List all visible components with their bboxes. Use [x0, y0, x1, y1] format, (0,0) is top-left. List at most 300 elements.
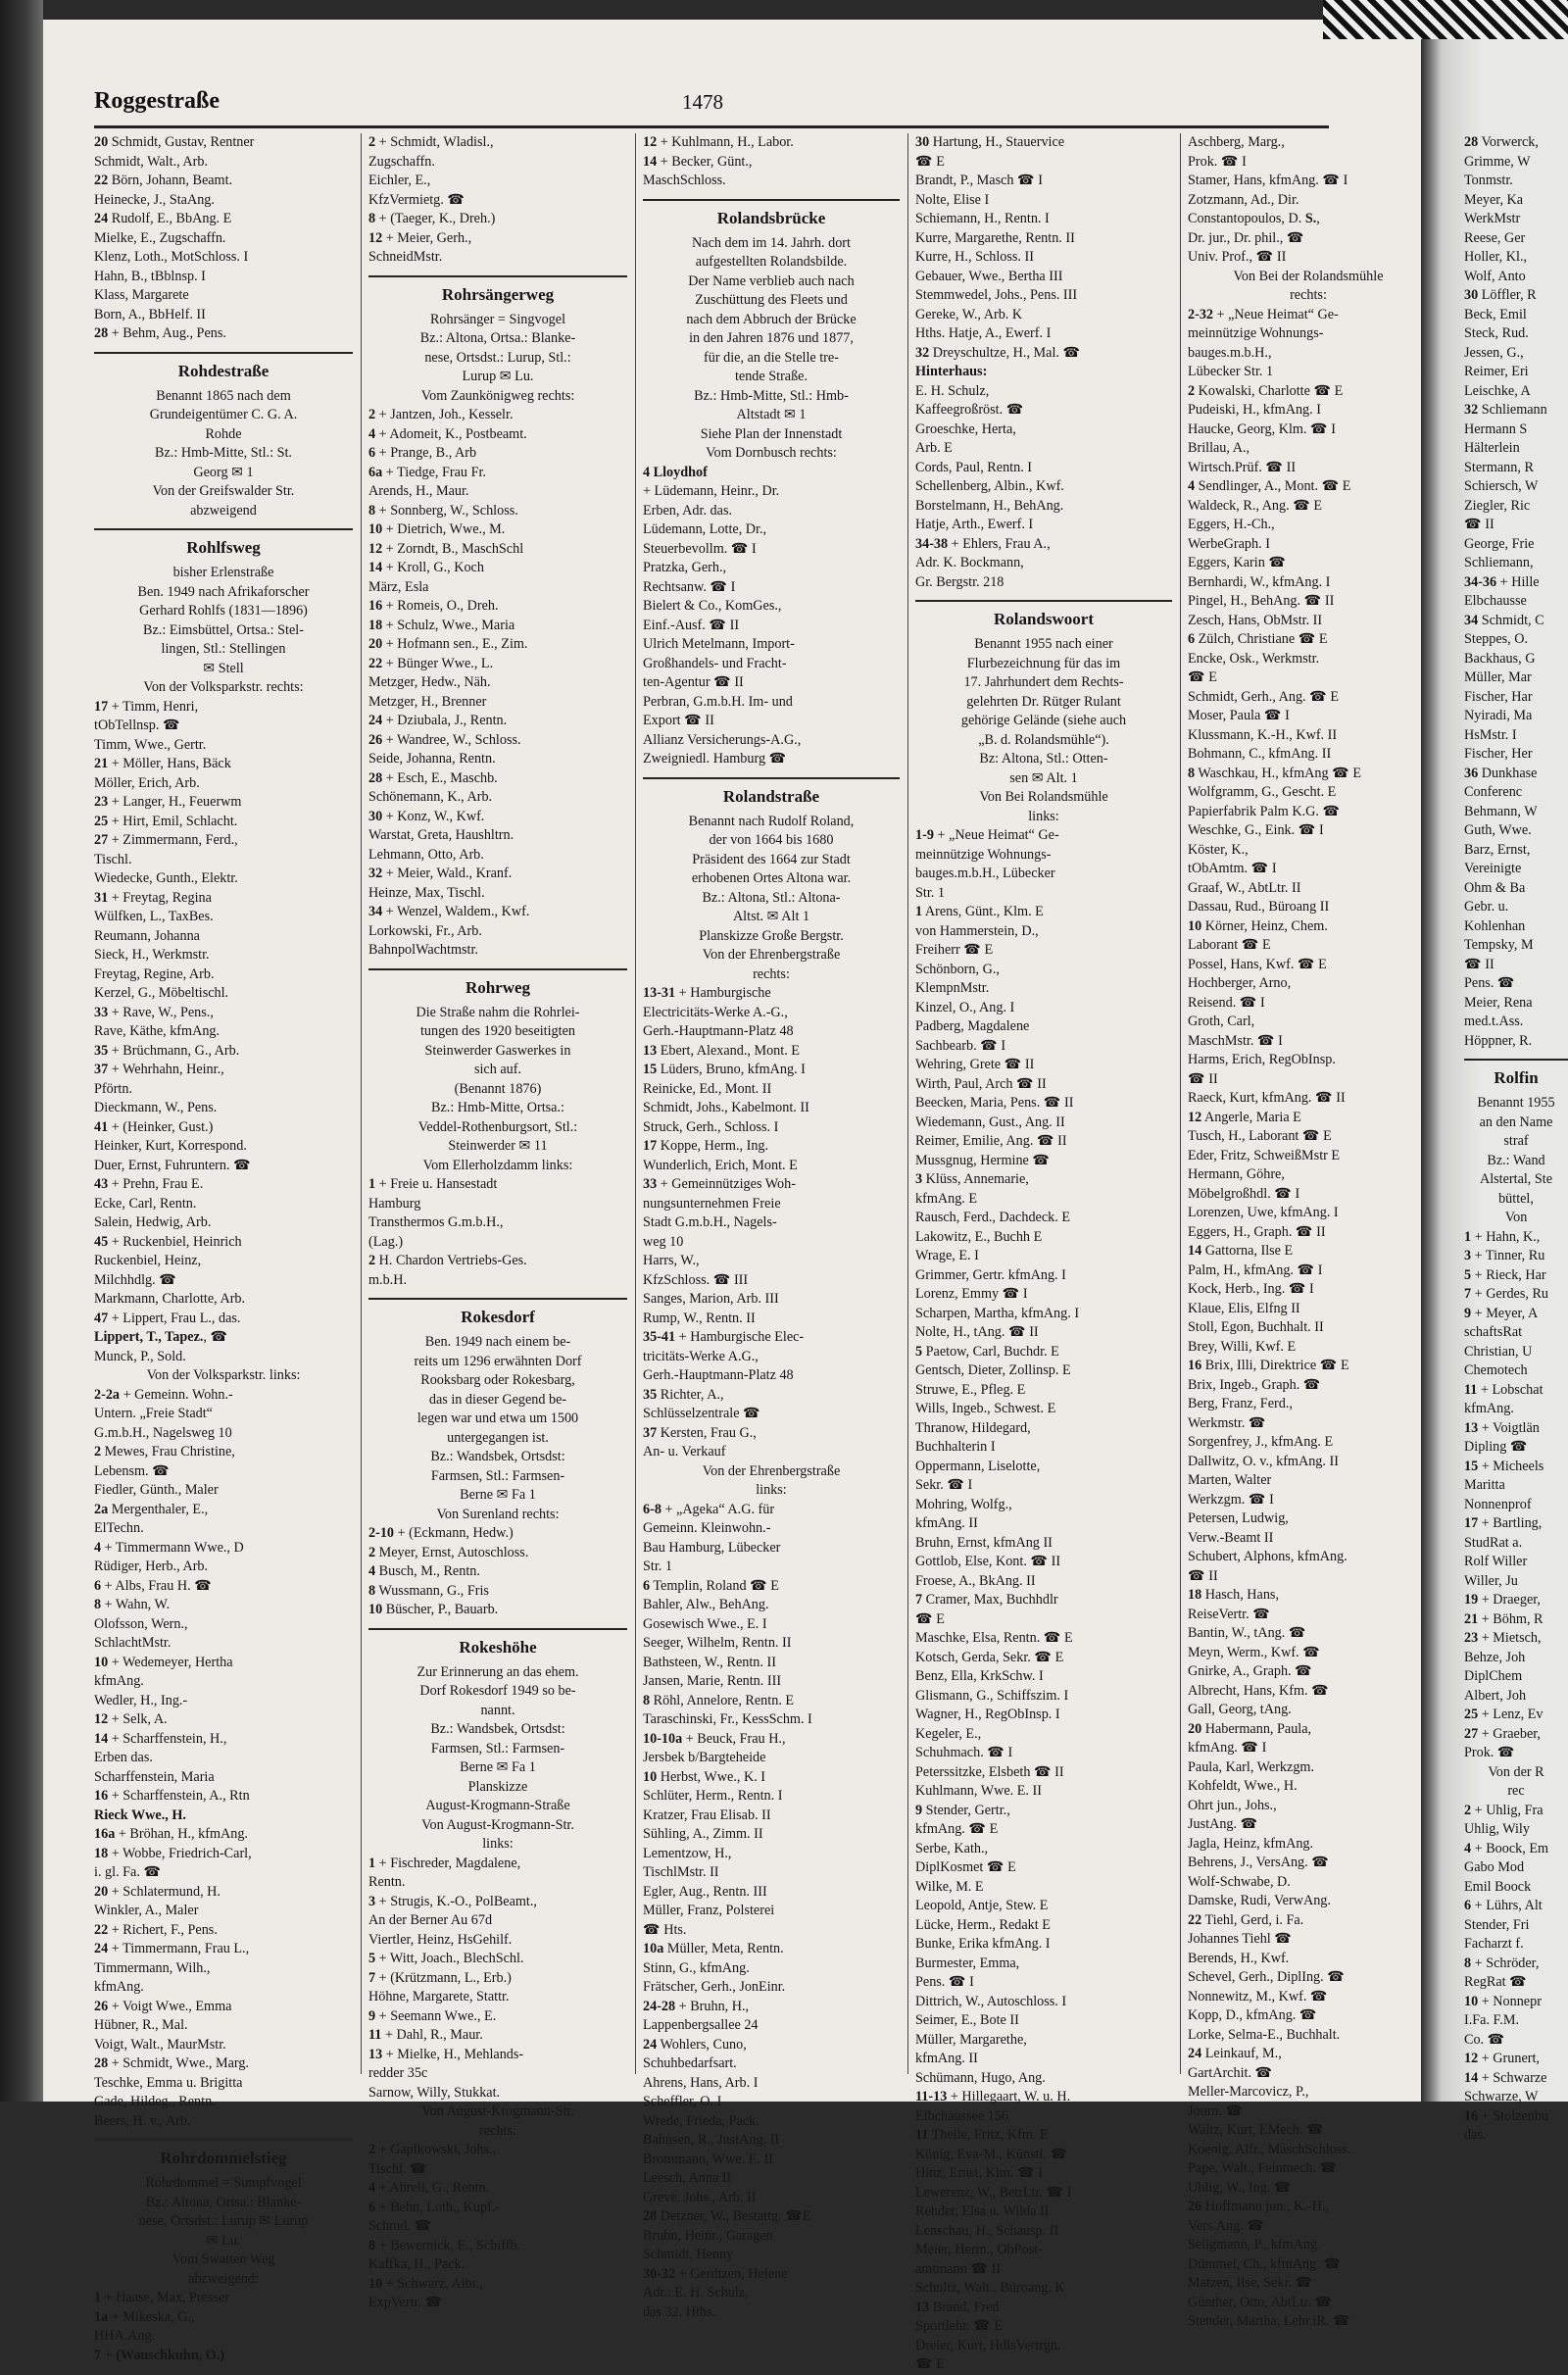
- entry-line: Groth, Carl,: [1188, 1014, 1255, 1029]
- entry-line: Werkzgm. ☎ I: [1188, 1491, 1274, 1508]
- entry-line: 16 + Romeis, O., Dreh.: [368, 598, 499, 614]
- entry-line: tObTellnsp. ☎: [94, 717, 180, 733]
- entry-line: 1 + Hahn, K.,: [1464, 1228, 1541, 1245]
- street-note: Nach dem im 14. Jahrh. dort: [692, 234, 851, 251]
- entry-line: Zugschaffn.: [368, 153, 435, 170]
- entry-line: 3 + Tinner, Ru: [1464, 1248, 1545, 1263]
- street-note: rechts:: [479, 2122, 516, 2139]
- entry-line: 20 + Schlatermund, H.: [94, 1883, 220, 1900]
- street-note: Veddel-Rothenburgsort, Stl.:: [417, 1118, 578, 1135]
- entry-line: 3 Klüss, Annemarie,: [915, 1171, 1029, 1187]
- street-note: Planskizze Große Bergstr.: [699, 927, 844, 944]
- entry-line: Groeschke, Herta,: [915, 421, 1016, 437]
- entry-line: 20 Schmidt, Gustav, Rentner: [94, 134, 255, 150]
- entry-line: Günther, Otto, AbtLtr. ☎: [1188, 2294, 1333, 2310]
- entry-line: 14 + Kroll, G., Koch: [368, 560, 484, 575]
- entry-line: Sieck, H., Werkmstr.: [94, 947, 210, 963]
- entry-line: WerkMstr: [1464, 211, 1521, 226]
- entry-line: Dipling ☎: [1464, 1439, 1528, 1455]
- entry-line: Kuhlmann, Wwe. E. II: [915, 1783, 1042, 1799]
- entry-line: Rentn.: [368, 1874, 406, 1890]
- entry-line: Ohm & Ba: [1464, 879, 1526, 896]
- entry-line: Laborant ☎ E: [1188, 937, 1271, 953]
- entry-line: ☎ E: [915, 153, 945, 170]
- entry-line: Olofsson, Wern.,: [94, 1615, 188, 1632]
- entry-line: Wolf-Schwabe, D.: [1188, 1873, 1291, 1890]
- entry-line: kfmAng. II: [915, 1515, 978, 1531]
- street-note: in den Jahren 1876 und 1877,: [689, 330, 854, 346]
- street-note: an den Name: [1479, 1113, 1553, 1130]
- entry-line: Univ. Prof., ☎ II: [1188, 249, 1287, 265]
- entry-line: Kerzel, G., Möbeltischl.: [94, 985, 229, 1001]
- entry-line: 28 Vorwerck,: [1464, 134, 1539, 150]
- entry-line: Christian, U: [1464, 1343, 1533, 1360]
- entry-line: 8 + Wahn, W.: [94, 1597, 171, 1612]
- street-note: Bz.: Hmb-Mitte, Stl.: Hmb-: [694, 387, 849, 404]
- entry-line: Steppes, O.: [1464, 631, 1529, 647]
- entry-line: 4 + Timmermann Wwe., D: [94, 1539, 244, 1556]
- street-note: Bz.: Wandsbek, Ortsdst:: [430, 1449, 565, 1464]
- entry-line: Transthermos G.m.b.H.,: [368, 1214, 504, 1230]
- entry-line: 14 Gattorna, Ilse E: [1188, 1243, 1294, 1259]
- entry-line: Elbchaussee 156: [915, 2107, 1008, 2124]
- entry-line: 24-28 + Bruhn, H.,: [643, 1998, 750, 2014]
- entry-line: Ahrens, Hans, Arb. I: [643, 2074, 759, 2091]
- entry-line: Reimer, Emilie, Ang. ☎ II: [915, 1133, 1067, 1149]
- column-1: [94, 133, 353, 2365]
- entry-line: Hinterhaus:: [915, 364, 988, 379]
- entry-line: Bahnsen, R., JustAng. II: [643, 2132, 780, 2148]
- entry-line: 20 + Hofmann sen., E., Zim.: [368, 636, 528, 652]
- entry-line: ReiseVertr. ☎: [1188, 1606, 1270, 1622]
- street-note: Farmsen, Stl.: Farmsen-: [430, 1467, 565, 1484]
- entry-line: Gemeinn. Kleinwohn.-: [643, 1520, 771, 1536]
- street-note: Gerhard Rohlfs (1831—1896): [139, 603, 308, 618]
- entry-line: Borstelmann, H., BehAng.: [915, 497, 1064, 514]
- entry-line: GartArchit. ☎: [1188, 2064, 1273, 2081]
- entry-line: 28 + Behm, Aug., Pens.: [94, 325, 226, 341]
- entry-line: 1 + Fischreder, Magdalene,: [368, 1855, 521, 1871]
- entry-line: 26 + Voigt Wwe., Emma: [94, 1998, 232, 2014]
- entry-line: Wirth, Paul, Arch ☎ II: [915, 1075, 1047, 1092]
- entry-line: Gottlob, Else, Kont. ☎ II: [915, 1554, 1061, 1569]
- street-note: abzweigend: [190, 502, 257, 519]
- street-note: Vom Zaunkönigweg rechts:: [420, 387, 575, 404]
- entry-line: 1a + Mikeska, G.,: [94, 2308, 195, 2325]
- entry-line: An der Berner Au 67d: [368, 1912, 493, 1928]
- street-heading: Rolandsbrücke: [643, 199, 900, 230]
- entry-line: Lorke, Selma-E., Buchhalt.: [1188, 2026, 1341, 2043]
- column-4: [915, 133, 1172, 2375]
- entry-line: Kotsch, Gerda, Sekr. ☎ E: [915, 1649, 1064, 1665]
- street-note: Zur Erinnerung an das ehem.: [416, 1663, 579, 1680]
- entry-line: kfmAng. II: [915, 2051, 978, 2066]
- street-note: Der Name verblieb auch nach: [688, 272, 855, 289]
- entry-line: 23 + Langer, H., Feuerwm: [94, 794, 242, 810]
- street-note: legen war und etwa um 1500: [416, 1410, 579, 1426]
- street-note: Ben. 1949 nach Afrikaforscher: [137, 583, 310, 600]
- entry-line: Brey, Willi, Kwf. E: [1188, 1338, 1297, 1355]
- entry-line: Peterssitzke, Elsbeth ☎ II: [915, 1763, 1064, 1780]
- entry-line: Gerh.-Hauptmann-Platz 48: [643, 1023, 794, 1039]
- entry-line: Pratzka, Gerh.,: [643, 560, 727, 575]
- entry-line: 28 + Schmidt, Wwe., Marg.: [94, 2055, 250, 2071]
- column-6-facing: [1464, 133, 1568, 2146]
- entry-line: 24 Leinkauf, M.,: [1188, 2046, 1282, 2061]
- entry-line: Haucke, Georg, Klm. ☎ I: [1188, 421, 1336, 437]
- entry-line: Gentsch, Dieter, Zollinsp. E: [915, 1362, 1071, 1378]
- entry-line: 18 + Wobbe, Friedrich-Carl,: [94, 1845, 252, 1861]
- entry-line: Sachbearb. ☎ I: [915, 1037, 1006, 1054]
- entry-line: Wunderlich, Erich, Mont. E: [643, 1157, 798, 1173]
- entry-line: Thranow, Hildegard,: [915, 1419, 1031, 1436]
- entry-line: Verw.-Beamt II: [1188, 1529, 1274, 1546]
- entry-line: Kaffka, H., Pack.: [368, 2256, 466, 2272]
- entry-line: Heinecke, J., StaAng.: [94, 191, 215, 208]
- entry-line: Constantopoulos, D. S.,: [1188, 211, 1320, 226]
- entry-line: Palm, H., kfmAng. ☎ I: [1188, 1262, 1323, 1278]
- street-note: links:: [756, 1482, 787, 1498]
- entry-line: Leischke, A: [1464, 382, 1531, 399]
- entry-line: Uhlig, W., Ing. ☎: [1188, 2179, 1292, 2196]
- entry-line: Scharffenstein, Maria: [94, 1768, 215, 1785]
- entry-line: Rump, W., Rentn. II: [643, 1310, 756, 1326]
- entry-line: Markmann, Charlotte, Arb.: [94, 1291, 246, 1307]
- street-note: Von der Greifswalder Str.: [152, 483, 295, 499]
- entry-line: 12 Angerle, Maria E: [1188, 1109, 1301, 1125]
- entry-line: Gr. Bergstr. 218: [915, 573, 1004, 590]
- entry-line: König, Eva-M., Künstl. ☎: [915, 2146, 1068, 2162]
- entry-line: 4 Sendlinger, A., Mont. ☎ E: [1188, 478, 1351, 494]
- entry-line: Electricitäts-Werke A.-G.,: [643, 1004, 788, 1020]
- entry-line: 33 + Rave, W., Pens.,: [94, 1004, 214, 1020]
- entry-line: Köster, K.,: [1188, 841, 1249, 858]
- entry-line: 8 + Bewernick, E., Schiffb.: [368, 2237, 521, 2253]
- entry-line: Scheffler, O. I: [643, 2094, 722, 2109]
- entry-line: TischlMstr. II: [643, 1864, 719, 1880]
- entry-line: Lementzow, H.,: [643, 1845, 732, 1861]
- entry-line: 4 + Abrell, G., Rentn.: [368, 2180, 490, 2196]
- entry-line: Kratzer, Frau Elisab. II: [643, 1806, 771, 1823]
- entry-line: kfmAng.: [1464, 1401, 1514, 1416]
- entry-line: Einf.-Ausf. ☎ II: [643, 617, 740, 633]
- entry-line: George, Frie: [1464, 535, 1535, 552]
- entry-line: Reumann, Johanna: [94, 927, 200, 944]
- entry-line: 37 + Wehrhahn, Heinr.,: [94, 1062, 224, 1077]
- entry-line: HsMstr. I: [1464, 726, 1517, 743]
- entry-line: Gnirke, A., Graph. ☎: [1188, 1663, 1312, 1679]
- entry-line: DiplKosmet ☎ E: [915, 1859, 1016, 1875]
- entry-line: 5 + Rieck, Har: [1464, 1266, 1546, 1283]
- entry-line: 13-31 + Hamburgische: [643, 985, 771, 1001]
- entry-line: Schümann, Hugo, Ang.: [915, 2069, 1046, 2086]
- entry-line: Schevel, Gerh., DiplIng. ☎: [1188, 1969, 1345, 1985]
- entry-line: 34 + Wenzel, Waldem., Kwf.: [368, 904, 530, 919]
- entry-line: 27 + Graeber,: [1464, 1725, 1541, 1742]
- entry-line: 16 + Stolzenbu: [1464, 2107, 1549, 2124]
- entry-line: Possel, Hans, Kwf. ☎ E: [1188, 956, 1327, 972]
- entry-line: ☎ II: [1188, 1070, 1218, 1087]
- entry-line: HHA.Ang.: [94, 2328, 156, 2344]
- entry-line: 34-36 + Hille: [1464, 573, 1540, 590]
- entry-line: Tischl.: [94, 851, 132, 867]
- entry-line: Möller, Erich, Arb.: [94, 774, 200, 791]
- entry-line: 10 Körner, Heinz, Chem.: [1188, 917, 1328, 934]
- street-note: Die Straße nahm die Rohrlei-: [416, 1004, 580, 1020]
- entry-line: Koenig, Alfr., MaschSchloss.: [1188, 2141, 1351, 2157]
- entry-line: Chemotech: [1464, 1362, 1528, 1378]
- street-note: Bz.: Wandsbek, Ortsdst:: [430, 1721, 565, 1737]
- street-note: Siehe Plan der Innenstadt: [700, 425, 843, 442]
- entry-line: Seeger, Wilhelm, Rentn. II: [643, 1635, 792, 1651]
- entry-line: 1-9 + „Neue Heimat“ Ge-: [915, 827, 1059, 843]
- entry-line: 9 Stender, Gertr.,: [915, 1802, 1010, 1818]
- entry-line: Eggers, H., Graph. ☎ II: [1188, 1223, 1326, 1240]
- entry-line: Cords, Paul, Rentn. I: [915, 459, 1033, 475]
- entry-line: Matzen, Ilse, Sekr. ☎: [1188, 2275, 1313, 2291]
- entry-line: Rausch, Ferd., Dachdeck. E: [915, 1210, 1070, 1225]
- entry-line: Meyn, Werm., Kwf. ☎: [1188, 1644, 1320, 1660]
- entry-line: 1 + Freie u. Hansestadt: [368, 1176, 498, 1192]
- entry-line: Pens. ☎ I: [915, 1974, 974, 1990]
- street-note: Benannt 1955: [1477, 1095, 1555, 1111]
- entry-line: Pape, Walt., Feinmech. ☎: [1188, 2160, 1338, 2176]
- entry-line: Schuhmach. ☎ I: [915, 1745, 1013, 1760]
- entry-line: 35 + Brüchmann, G., Arb.: [94, 1042, 240, 1059]
- entry-line: Schmd. ☎: [368, 2218, 432, 2234]
- entry-line: Gabo Mod: [1464, 1859, 1525, 1875]
- entry-line: 11 + Dahl, R., Maur.: [368, 2027, 483, 2043]
- entry-line: Eggers, Karin ☎: [1188, 555, 1287, 570]
- entry-line: ☎ II: [1464, 956, 1494, 972]
- entry-line: 15 + Micheels: [1464, 1458, 1544, 1474]
- entry-line: Stadt G.m.b.H., Nagels-: [643, 1214, 777, 1230]
- entry-line: Ohrt jun., Johs.,: [1188, 1797, 1277, 1813]
- entry-line: Bathsteen, W., Rentn. II: [643, 1654, 776, 1670]
- entry-line: Rehder, Elsa u. Wilda II: [915, 2203, 1050, 2219]
- entry-line: Stermann, R: [1464, 459, 1534, 475]
- entry-line: 35-41 + Hamburgische Elec-: [643, 1329, 805, 1345]
- entry-line: ElTechn.: [94, 1520, 144, 1536]
- entry-line: 11-13 + Hillegaart, W. u. H.: [915, 2089, 1071, 2104]
- entry-line: 26 + Wandree, W., Schloss.: [368, 731, 521, 748]
- entry-line: Froese, A., BkAng. II: [915, 1572, 1036, 1589]
- street-note: rechts:: [753, 965, 790, 982]
- entry-line: Arb. E: [915, 440, 953, 456]
- street-note: Steinwerder ✉ 11: [448, 1138, 548, 1154]
- entry-line: Hinz, Ernst, Klm. ☎ I: [915, 2165, 1043, 2181]
- street-note: Von der Volksparkstr. rechts:: [143, 679, 304, 695]
- binding-corner-pattern: [1323, 0, 1568, 39]
- entry-line: med.t.Ass.: [1464, 1014, 1524, 1029]
- entry-line: 4 + Adomeit, K., Postbeamt.: [368, 425, 527, 442]
- entry-line: Timm, Wwe., Gertr.: [94, 736, 207, 753]
- entry-line: Beck, Emil: [1464, 306, 1527, 322]
- entry-line: E. H. Schulz,: [915, 382, 990, 399]
- street-note: Farmsen, Stl.: Farmsen-: [430, 1740, 565, 1757]
- entry-line: Reese, Ger: [1464, 229, 1526, 246]
- entry-line: Berg, Franz, Ferd.,: [1188, 1396, 1293, 1411]
- entry-line: Bunke, Erika kfmAng. I: [915, 1936, 1051, 1952]
- column-5: [1188, 133, 1429, 2332]
- entry-line: bauges.m.b.H.,: [1188, 344, 1272, 361]
- entry-line: 8 Röhl, Annelore, Rentn. E: [643, 1692, 795, 1708]
- entry-line: Lorenz, Emmy ☎ I: [915, 1286, 1028, 1302]
- street-note: Dorf Rokesdorf 1949 so be-: [419, 1683, 576, 1699]
- entry-line: Erben das.: [94, 1750, 153, 1765]
- entry-line: 7 Cramer, Max, Buchhdlr: [915, 1592, 1058, 1608]
- entry-line: 17 Koppe, Herm., Ing.: [643, 1138, 769, 1154]
- entry-line: Kohlenhan: [1464, 917, 1526, 934]
- entry-line: KlempnMstr.: [915, 980, 990, 996]
- street-note: 17. Jahrhundert dem Rechts-: [963, 674, 1124, 690]
- entry-line: Nonnewitz, M., Kwf. ☎: [1188, 1988, 1328, 2004]
- entry-line: Möbelgroßhdl. ☎ I: [1188, 1185, 1300, 1202]
- entry-line: Lenschau, H., Schausp. II: [915, 2222, 1059, 2239]
- column-rule-2: [635, 133, 636, 2074]
- entry-line: Albrecht, Hans, Kfm. ☎: [1188, 1682, 1329, 1699]
- entry-line: Adr.: E. H. Schulz,: [643, 2285, 749, 2301]
- running-head-street: Roggestraße: [94, 88, 220, 114]
- entry-line: 47 + Lippert, Frau L., das.: [94, 1310, 241, 1326]
- street-note: gehörige Gelände (siehe auch: [960, 713, 1127, 728]
- entry-line: Vereinigte: [1464, 861, 1522, 876]
- entry-line: Metzger, Hedw., Näh.: [368, 674, 491, 690]
- entry-line: Sanges, Marion, Arb. III: [643, 1291, 779, 1307]
- entry-line: Taraschinski, Fr., KessSchm. I: [643, 1711, 812, 1727]
- entry-line: 2 Mewes, Frau Christine,: [94, 1444, 235, 1460]
- entry-line: Wills, Ingeb., Schwest. E: [915, 1401, 1056, 1416]
- entry-line: Hübner, R., Mal.: [94, 2017, 188, 2033]
- entry-line: Wedler, H., Ing.-: [94, 1692, 188, 1708]
- street-note: Steinwerder Gaswerkes in: [424, 1042, 571, 1059]
- entry-line: Glismann, G., Schiffszim. I: [915, 1687, 1069, 1704]
- entry-line: 43 + Prehn, Frau E.: [94, 1176, 204, 1192]
- entry-line: Bielert & Co., KomGes.,: [643, 598, 782, 614]
- entry-line: 10 + Dietrich, Wwe., M.: [368, 521, 506, 537]
- street-note: das in dieser Gegend be-: [428, 1391, 567, 1408]
- entry-line: Beecken, Maria, Pens. ☎ II: [915, 1095, 1074, 1111]
- street-note: erhobenen Ortes Altona war.: [691, 870, 852, 886]
- page-number: 1478: [682, 90, 723, 114]
- entry-line: bauges.m.b.H., Lübecker: [915, 866, 1055, 881]
- entry-line: Pudeiski, H., kfmAng. I: [1188, 402, 1321, 418]
- street-note: Von Surenland rechts:: [436, 1506, 560, 1522]
- entry-line: Fiedler, Günth., Maler: [94, 1482, 219, 1498]
- entry-line: Brommann, Wwe. E. II: [643, 2151, 773, 2167]
- entry-line: 14 + Schwarze: [1464, 2069, 1547, 2086]
- street-note: nese, Ortsdst.: Lurup ✉ Lurup: [138, 2213, 309, 2229]
- entry-line: 8 Waschkau, H., kfmAng ☎ E: [1188, 765, 1362, 781]
- entry-line: Voigt, Walt., MaurMstr.: [94, 2036, 226, 2053]
- entry-line: ☎ E: [1188, 669, 1217, 685]
- entry-line: Jansen, Marie, Rentn. III: [643, 1673, 782, 1689]
- entry-line: KfzSchloss. ☎ III: [643, 1271, 749, 1288]
- entry-line: Zweigniedl. Hamburg ☎: [643, 751, 787, 767]
- entry-line: JustAng. ☎: [1188, 1816, 1258, 1832]
- entry-line: Munck, P., Sold.: [94, 1348, 186, 1364]
- entry-line: Johannes Tiehl ☎: [1188, 1931, 1292, 1947]
- entry-line: Greve, Johs., Arb. II: [643, 2189, 757, 2205]
- entry-line: Kinzel, O., Ang. I: [915, 999, 1015, 1015]
- entry-line: StudRat a.: [1464, 1534, 1523, 1551]
- entry-line: Lorkowski, Fr., Arb.: [368, 922, 482, 939]
- street-note: Von August-Krogmann-Str.: [421, 1816, 574, 1833]
- street-note: Georg ✉ 1: [193, 464, 254, 480]
- entry-line: Elbchausse: [1464, 593, 1527, 609]
- entry-line: Allianz Versicherungs-A.G.,: [643, 731, 802, 748]
- entry-line: Klaue, Elis, Elfng II: [1188, 1300, 1300, 1316]
- entry-line: Oppermann, Liselotte,: [915, 1458, 1041, 1474]
- entry-line: Scharpen, Martha, kfmAng. I: [915, 1305, 1080, 1321]
- entry-line: Wehring, Grete ☎ II: [915, 1057, 1035, 1072]
- entry-line: kfmAng.: [94, 1673, 144, 1689]
- entry-line: 10a Müller, Meta, Rentn.: [643, 1941, 784, 1956]
- entry-line: Werkmstr. ☎: [1188, 1414, 1266, 1431]
- entry-line: Behrens, J., VersAng. ☎: [1188, 1855, 1329, 1870]
- entry-line: 10 + Schwarz, Albr.,: [368, 2275, 483, 2292]
- entry-line: das 32. Hths.: [643, 2303, 716, 2320]
- entry-line: Prok. ☎: [1464, 1745, 1515, 1760]
- street-note: tende Straße.: [734, 369, 808, 384]
- entry-line: März, Esla: [368, 578, 429, 595]
- entry-line: Holler, Kl.,: [1464, 249, 1528, 265]
- entry-line: Schiersch, W: [1464, 478, 1539, 494]
- entry-line: 15 Lüders, Bruno, kfmAng. I: [643, 1062, 806, 1077]
- street-note: tungen des 1920 beseitigten: [419, 1023, 575, 1039]
- entry-line: Klussmann, K.-H., Kwf. II: [1188, 726, 1338, 743]
- entry-line: Schlüter, Herm., Rentn. I: [643, 1788, 783, 1804]
- entry-line: Meller-Marcovicz, P.,: [1188, 2084, 1309, 2100]
- entry-line: 11 + Lobschat: [1464, 1381, 1544, 1398]
- entry-line: (Lag.): [368, 1233, 404, 1250]
- street-note: lingen, Stl.: Stellingen: [161, 641, 286, 657]
- entry-line: 4 + Boock, Em: [1464, 1840, 1549, 1856]
- street-note: sen ✉ Alt. 1: [1009, 769, 1078, 786]
- entry-line: 22 Tiehl, Gerd, i. Fa.: [1188, 1911, 1304, 1928]
- entry-line: Weschke, G., Eink. ☎ I: [1188, 822, 1324, 838]
- street-note: Von Bei Rolandsmühle: [979, 789, 1108, 805]
- entry-line: m.b.H.: [368, 1271, 408, 1288]
- page-header: [94, 88, 1329, 128]
- entry-line: Salein, Hedwig, Arb.: [94, 1214, 212, 1230]
- entry-line: 22 + Bünger Wwe., L.: [368, 655, 494, 671]
- entry-line: Heinker, Kurt, Korrespond.: [94, 1138, 247, 1154]
- entry-line: BahnpolWachtmstr.: [368, 942, 478, 958]
- entry-line: Gebr. u.: [1464, 899, 1509, 915]
- entry-line: Bantin, W., tAng. ☎: [1188, 1625, 1306, 1641]
- street-note: Zuschüttung des Fleets und: [695, 292, 848, 308]
- entry-line: Lippert, T., Tapez., ☎: [94, 1329, 228, 1345]
- entry-line: Großhandels- und Fracht-: [643, 655, 787, 671]
- entry-line: Paula, Karl, Werkzgm.: [1188, 1758, 1315, 1775]
- entry-line: Stender, Martha, Lehr.iR. ☎: [1188, 2313, 1350, 2329]
- street-note: nach dem Abbruch der Brücke: [686, 311, 857, 327]
- entry-line: Ulrich Metelmann, Import-: [643, 636, 795, 652]
- entry-line: Klass, Margarete: [94, 287, 189, 303]
- entry-line: Wiedecke, Gunth., Elektr.: [94, 870, 238, 886]
- entry-line: Erben, Adr. das.: [643, 502, 733, 519]
- entry-line: 34 Schmidt, C: [1464, 612, 1544, 628]
- entry-line: 9 + Seemann Wwe., E.: [368, 2007, 497, 2024]
- entry-line: Nolte, H., tAng. ☎ II: [915, 1324, 1039, 1340]
- entry-line: Bruhn, Ernst, kfmAng II: [915, 1534, 1053, 1551]
- street-note: Bz.: Altona, Ortsa.: Blanke-: [145, 2194, 302, 2210]
- entry-line: 16a + Bröhan, H., kfmAng.: [94, 1826, 248, 1842]
- entry-line: Str. 1: [643, 1559, 672, 1574]
- street-note: sich auf.: [473, 1062, 522, 1077]
- entry-line: Wülfken, L., TaxBes.: [94, 909, 214, 924]
